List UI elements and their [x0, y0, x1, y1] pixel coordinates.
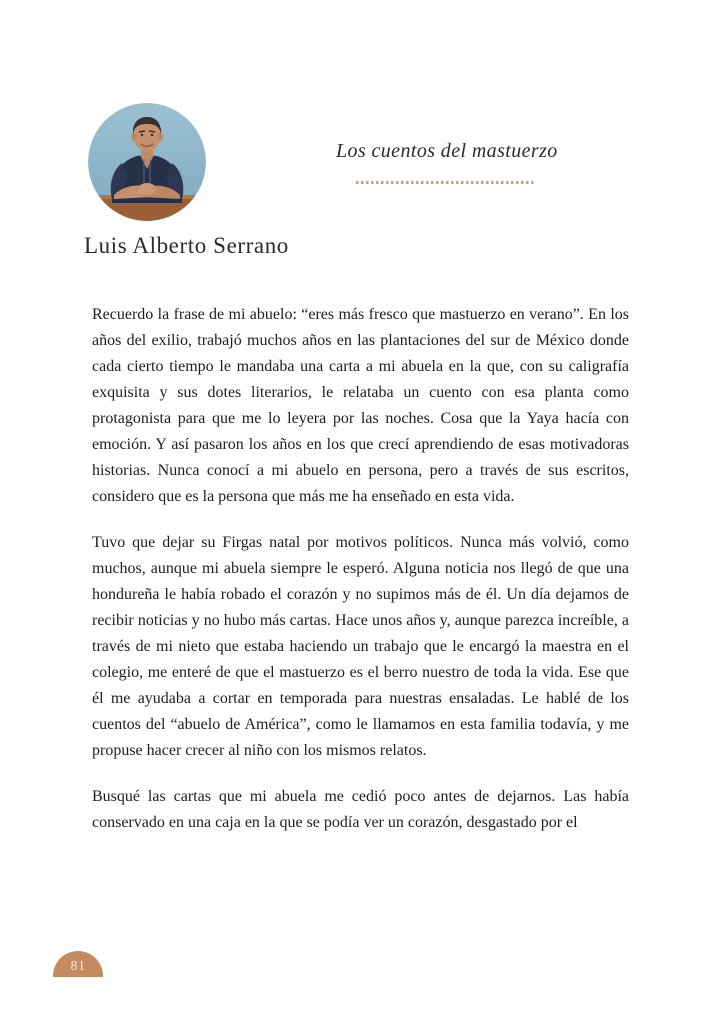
article-body: [92, 302, 629, 856]
dotted-divider: [356, 181, 534, 184]
page-number: 81: [70, 959, 86, 974]
paragraph-1: Recuerdo la frase de mi abuelo: “eres más fresco que mastuerzo en verano”. En los años del exilio, trabajó muchos años en las plantaciones del sur de México donde cada cierto tiempo le mandaba una carta a mi abuela en la que, con su caligrafía exquisita y sus dotes literarios, le relataba un cuento con esa planta como protagonista para que me lo leyera por las noches. Cosa que la Yaya hacía con emoción. Y así pasaron los años en los que crecí aprendiendo de esas motivadoras historias. Nunca conocí a mi abuelo en persona, pero a través de sus escritos, considero que es la persona que más me ha enseñado en esta vida.: [92, 306, 629, 505]
author-photo: [88, 103, 206, 221]
page-number-badge: [53, 951, 103, 977]
author-name: Luis Alberto Serrano: [84, 233, 289, 258]
page-title: Los cuentos del mastuerzo: [336, 140, 558, 162]
author-portrait-illustration: [88, 103, 206, 221]
title-block: [336, 140, 558, 184]
paragraph-3: Busqué las cartas que mi abuela me cedió poco antes de dejarnos. Las había conservado en una caja en la que se podía ver un corazón, desgastado por el: [92, 788, 629, 831]
paragraph-2: Tuvo que dejar su Firgas natal por motivos políticos. Nunca más volvió, como muchos, aunque mi abuela siempre le esperó. Alguna noticia nos llegó de que una hondureña le había robado el corazón y no supimos más de él. Un día dejamos de recibir noticias y no hubo más cartas. Hace unos años y, aunque parezca increíble, a través de mi nieto que estaba haciendo un trabajo que le encargó la maestra en el colegio, me enteré de que el mastuerzo es el berro nuestro de toda la vida. Ese que él me ayudaba a cortar en temporada para nuestras ensaladas. Le hablé de los cuentos del “abuelo de América”, como le llamamos en esta familia todavía, y me propuse hacer crecer al niño con los mismos relatos.: [92, 534, 629, 759]
